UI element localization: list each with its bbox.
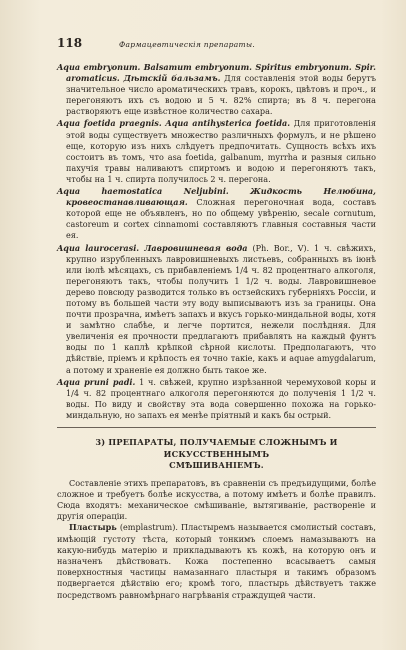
entry-aqua-pruni-padi <box>57 377 376 421</box>
section-heading <box>57 437 376 472</box>
paragraph-plaster <box>57 522 376 600</box>
entry-aqua-haemostatica <box>57 186 376 241</box>
section-heading-line: 3) ПРЕПАРАТЫ, ПОЛУЧАЕМЫЕ СЛОЖНЫМЪ И ИСКУССТВЕННЫМЪ <box>95 437 338 459</box>
entry-aqua-laurocerasi <box>57 243 376 376</box>
entry-text: 1 ч. свѣжей, крупно изрѣзанной черемуховой коры и 1/4 ч. 82 процентнаго алкоголя перегоняются до полученiя 1 1/2 ч. воды. По виду и свойству эта вода совершенно похожа на горько-миндальную, но запахъ ея менѣе прiятный и какъ бы острый. <box>66 376 376 420</box>
entry-term: Aqua foetida praegnis. Aqua antihysterica foetida. <box>57 118 291 129</box>
entry-text: (Ph. Bor., V). 1 ч. свѣжихъ, крупно изрубленныхъ лавровишневыхъ листьевъ, собранныхъ въ iюнѣ или iюлѣ мѣсяцахъ, съ прибавленiемъ 1/4 ч. 82 процентнаго алкоголя, перегоняютъ такъ, чтобы получить 1 1/2 ч. воды. Лавровишневое дерево повсюду разводится только въ остзейскихъ губернiяхъ Россiи, и потому въ большей части эту воду выписываютъ изъ за границы. Она почти прозрачна, имѣетъ запахъ и вкусъ горько-миндальной воды, хотя и замѣтно слабѣе, и легче портится, нежели послѣдняя. Для увеличенiя ея прочности предлагаютъ прибавлять на каждый фунтъ воды по 1 каплѣ крѣпкой сѣрной кислоты. Предполагаютъ, что дѣйствiе, прiемъ и крѣпость ея точно такiе, какъ и aquae amygdalarum, а потому и храненiе ея должно быть такое же. <box>66 242 376 375</box>
entry-term: Aqua pruni padi. <box>57 376 136 387</box>
section-intro: Составленiе этихъ препаратовъ, въ сравненiи съ предъидущими, болѣе сложное и требуетъ болѣе искусства, а потому имѣетъ и болѣе правилъ. Сюда входятъ: механическое смѣшиванiе, вытягиванiе, растворенiе и другiя операцiи. <box>57 477 376 522</box>
page-number: 118 <box>57 36 83 50</box>
plaster-term: Пластырь <box>69 522 117 533</box>
entry-text: Для составленiя этой воды берутъ значительное число ароматическихъ травъ, корокъ, цвѣтовъ и проч., и перегоняютъ ихъ съ водою и 5 ч. 82% спирта; въ 8 ч. перегона растворяютъ еще извѣстное количество сахара. <box>66 73 376 117</box>
running-title: Фармацевтическiя препараты. <box>119 40 256 49</box>
entry-term: Aqua laurocerasi. Лавровишневая вода <box>57 242 248 253</box>
entry-text: Сложная перегоночная вода, составъ которой еще не объявленъ, но по общему увѣренiю, secale cornutum, castoreum и cortex cinnamomi составляютъ главныя составныя части ея. <box>66 197 376 241</box>
plaster-text: (emplastrum). Пластыремъ называется смолистый составъ, имѣющiй густоту тѣста, который тонкимъ слоемъ намазываютъ на какую-нибудь матерiю и прикладываютъ къ кожѣ, на которую онъ и назначенъ дѣйствовать. Кожа постепенно всасываетъ самыя поверхностныя частицы намазаннаго пластыря и такимъ образомъ подвергается дѣйствiю его; кромѣ того, пластырь дѣйствуетъ также посредствомъ равномѣрнаго нагрѣванiя страждущей части. <box>57 522 376 600</box>
entry-term: Aqua haemostatica Neljubini. Жидкость Нелюбина, кровеостанавливающая. <box>57 186 376 208</box>
section-heading-line: СМѢШИВАНIЕМЪ. <box>169 460 264 470</box>
section-divider <box>57 427 376 428</box>
entry-aqua-embryonum <box>57 62 376 117</box>
page-header <box>57 36 376 50</box>
entry-text: Для приготовленiя этой воды существуетъ множество различныхъ формулъ, и не рѣшено еще, которую изъ нихъ слѣдуетъ предпочитать. Сущность всѣхъ ихъ состоитъ въ томъ, что asa foetida, galbanum, myrrha и разныя сильно пахучiя травы наливаютъ спиртомъ и водою и перегоняютъ такъ, чтобы на 1 ч. спирта получилось 2 ч. перегона. <box>66 118 376 184</box>
entry-term: Aqua embryonum. Balsamum embryonum. Spiritus embryonum. Spir. aromaticus. Дѣтскiй бальзамъ. <box>57 62 376 84</box>
entry-aqua-foetida <box>57 118 376 185</box>
